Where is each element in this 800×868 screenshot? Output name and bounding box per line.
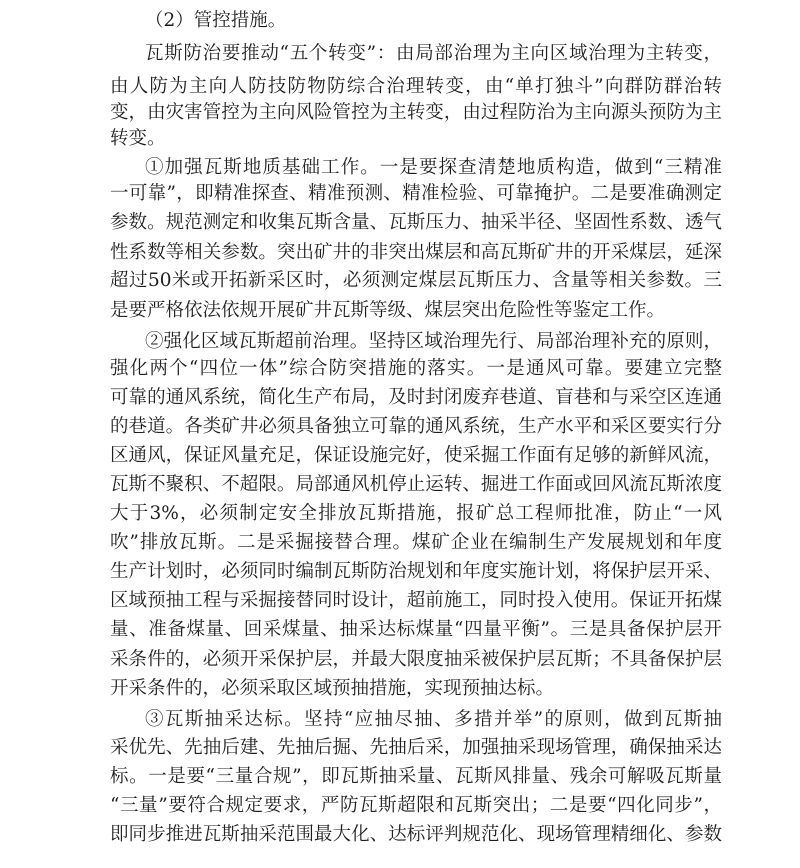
paragraph-3-line: 生产计划时，必须同时编制瓦斯防治规划和年度实施计划，将保护层开采、 — [110, 561, 722, 582]
paragraph-2-line: 超过50米或开拓新采区时，必须测定煤层瓦斯压力、含量等相关参数。三 — [110, 270, 722, 291]
paragraph-3-line: 可靠的通风系统，简化生产布局，及时封闭废弃巷道、盲巷和与采空区连通 — [110, 387, 722, 408]
paragraph-2-line: 一可靠”，即精准探查、精准预测、精准检验、可靠掩护。二是要准确测定 — [110, 183, 722, 204]
paragraph-4-line: 标。一是要“三量合规”，即瓦斯抽采量、瓦斯风排量、残余可解吸瓦斯量 — [110, 766, 722, 787]
paragraph-4-line: “三量”要符合规定要求，严防瓦斯超限和瓦斯突出；二是要“四化同步”， — [110, 795, 722, 816]
paragraph-3-line: 开采条件的，必须采取区域预抽措施，实现预抽达标。 — [110, 678, 555, 699]
paragraph-3-line: 的巷道。各类矿井必须具备独立可靠的通风系统，生产水平和采区要实行分 — [110, 416, 722, 437]
paragraph-3-line: 区通风，保证风量充足，保证设施完好，使采掘工作面有足够的新鲜风流， — [110, 445, 722, 466]
section-heading: （2）管控措施。 — [145, 10, 287, 31]
paragraph-4-line: ③瓦斯抽采达标。坚持“应抽尽抽、多措并举”的原则，做到瓦斯抽 — [145, 709, 722, 730]
paragraph-3-line: 量、准备煤量、回采煤量、抽采达标煤量“四量平衡”。三是具备保护层开 — [110, 619, 722, 640]
paragraph-1-line: 转变。 — [110, 128, 166, 149]
paragraph-3-line: 强化两个“四位一体”综合防突措施的落实。一是通风可靠。要建立完整 — [110, 358, 722, 379]
paragraph-2-line: ①加强瓦斯地质基础工作。一是要探查清楚地质构造，做到“三精准 — [145, 157, 722, 178]
paragraph-2-line: 参数。规范测定和收集瓦斯含量、瓦斯压力、抽采半径、坚固性系数、透气 — [110, 212, 722, 233]
paragraph-2-line: 是要严格依法依规开展矿井瓦斯等级、煤层突出危险性等鉴定工作。 — [110, 300, 666, 321]
paragraph-3-line: 大于3%，必须制定安全排放瓦斯措施，报矿总工程师批准，防止“一风 — [110, 503, 722, 524]
paragraph-1-line: 瓦斯防治要推动“五个转变”：由局部治理为主向区域治理为主转变， — [145, 43, 722, 64]
paragraph-3-line: 采条件的，必须开采保护层，并最大限度抽采被保护层瓦斯；不具备保护层 — [110, 649, 722, 670]
paragraph-4-line: 采优先、先抽后建、先抽后掘、先抽后采，加强抽采现场管理，确保抽采达 — [110, 737, 722, 758]
paragraph-3-line: 区域预抽工程与采掘接替同时设计，超前施工，同时投入使用。保证开拓煤 — [110, 590, 722, 611]
paragraph-1-line: 变，由灾害管控为主向风险管控为主转变，由过程防治为主向源头预防为主 — [110, 102, 722, 123]
paragraph-4-line: 即同步推进瓦斯抽采范围最大化、达标评判规范化、现场管理精细化、参数 — [110, 824, 722, 845]
paragraph-3-line: 吹”排放瓦斯。二是采掘接替合理。煤矿企业在编制生产发展规划和年度 — [110, 532, 722, 553]
paragraph-2-line: 性系数等相关参数。突出矿井的非突出煤层和高瓦斯矿井的开采煤层，延深 — [110, 242, 722, 263]
paragraph-3-line: ②强化区域瓦斯超前治理。坚持区域治理先行、局部治理补充的原则， — [145, 331, 722, 352]
paragraph-3-line: 瓦斯不聚积、不超限。局部通风机停止运转、掘进工作面或回风流瓦斯浓度 — [110, 474, 722, 495]
paragraph-1-line: 由人防为主向人防技防物防综合治理转变，由“单打独斗”向群防群治转 — [110, 76, 722, 97]
